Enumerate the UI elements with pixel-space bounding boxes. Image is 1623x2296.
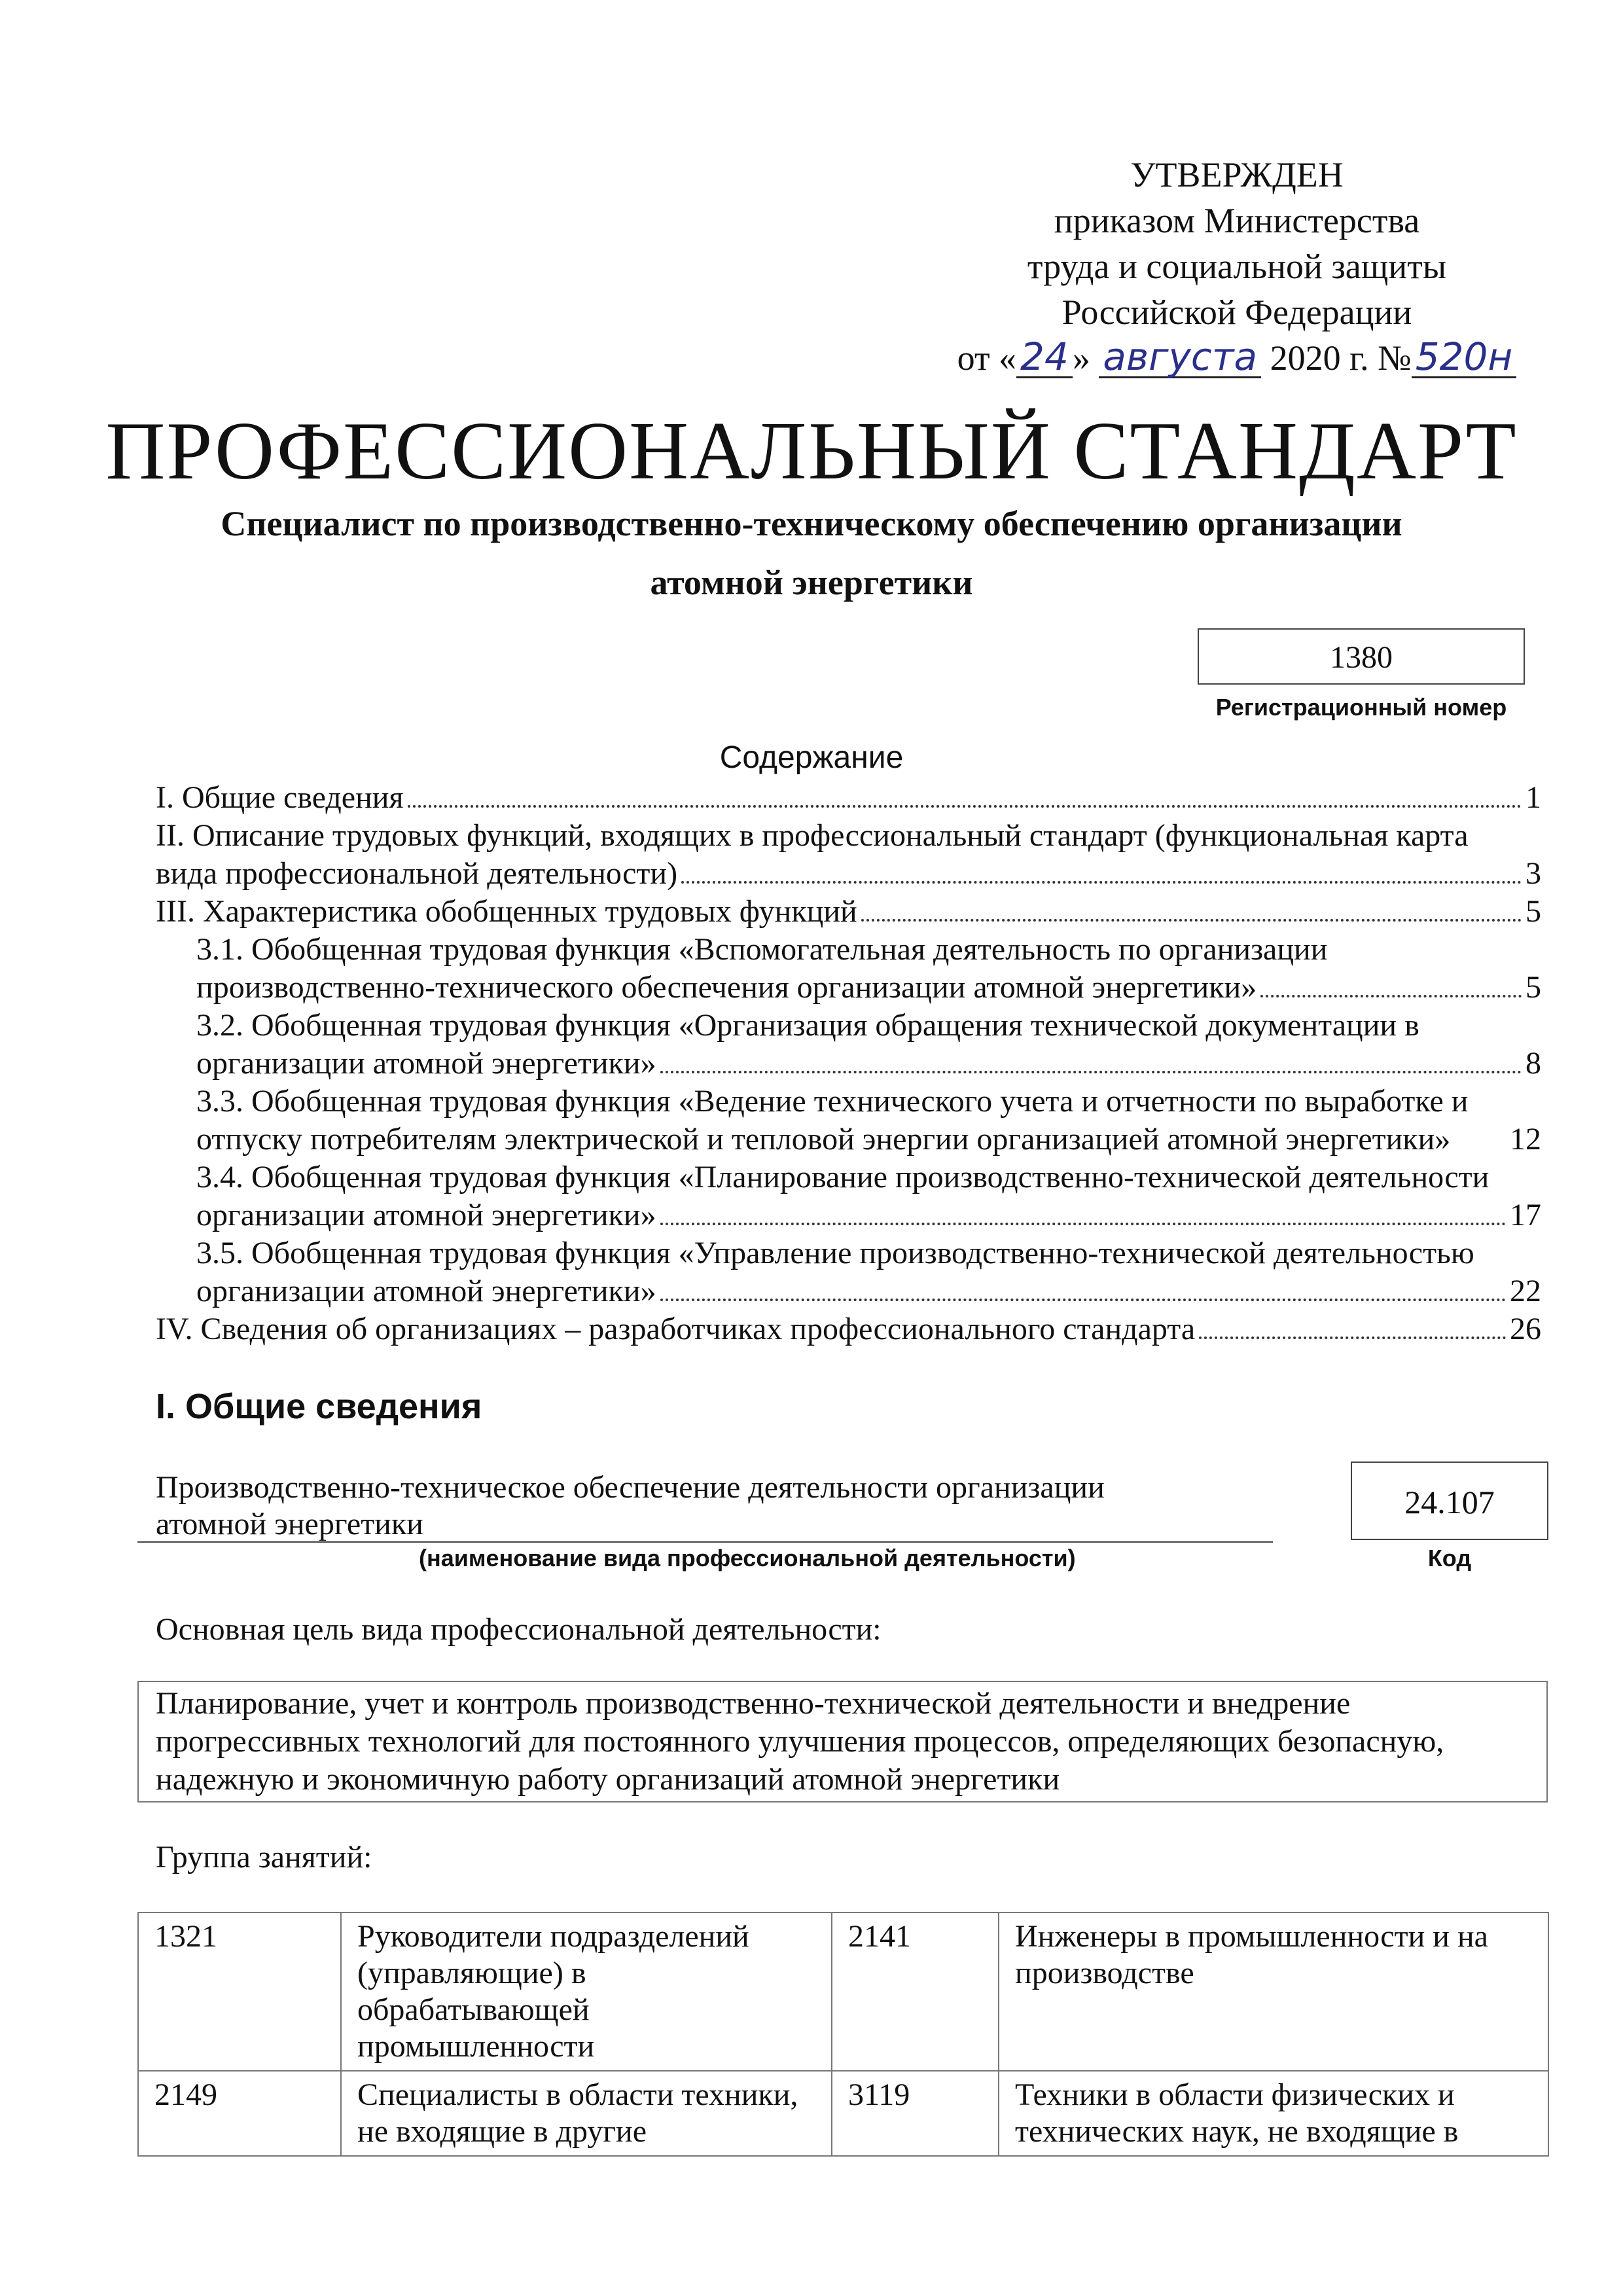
date-prefix: от « (957, 338, 1017, 378)
approval-title: УТВЕРЖДЕН (1130, 155, 1344, 194)
goal-line-2: прогрессивных технологий для постоянного улучшения процессов, определяющих безопасную, (156, 1724, 1444, 1759)
occupation-code: 3119 (832, 2071, 999, 2156)
toc-entry-text: вида профессиональной деятельности) (156, 856, 678, 891)
occupation-name: Специалисты в области техники, не входящие в другие (341, 2071, 832, 2156)
toc-page-number: 1 (1525, 780, 1541, 815)
toc-entry-text: организации атомной энергетики» (196, 1046, 656, 1081)
toc-entry-text: IV. Сведения об организациях – разработчиках профессионального стандарта (156, 1312, 1196, 1346)
toc-leader-dots (1199, 1336, 1506, 1339)
table-of-contents (156, 779, 1541, 1348)
toc-entry-3-5[interactable] (156, 1234, 1541, 1310)
goal-label: Основная цель вида профессиональной деятельности: (156, 1612, 882, 1647)
date-year: 2020 г. № (1270, 338, 1412, 378)
occupation-code: 1321 (138, 1912, 341, 2071)
toc-leader-dots (408, 805, 1522, 808)
occupation-name: Руководители подразделений (управляющие) в обрабатывающей промышленности (341, 1912, 832, 2071)
toc-leader-dots (861, 919, 1522, 922)
toc-page-number: 12 (1510, 1122, 1541, 1157)
document-subtitle (157, 494, 1466, 612)
toc-leader-dots (660, 1223, 1506, 1225)
toc-entry-text: отпуску потребителям электрической и тепловой энергии организацией атомной энергетики» (196, 1122, 1451, 1157)
toc-leader-dots (660, 1299, 1506, 1301)
toc-entry-3-2[interactable] (156, 1007, 1541, 1083)
toc-title: Содержание (719, 740, 904, 775)
activity-underline (137, 1541, 1273, 1543)
activity-name-line-1: Производственно-техническое обеспечение деятельности организации (156, 1470, 1105, 1505)
section-heading: I. Общие сведения (156, 1387, 482, 1426)
toc-entry-3-3[interactable] (156, 1083, 1541, 1158)
toc-entry-text: организации атомной энергетики» (196, 1198, 656, 1232)
toc-page-number: 26 (1510, 1312, 1541, 1346)
table-row (138, 1912, 1548, 2071)
occupation-name: Инженеры в промышленности и на производстве (999, 1912, 1548, 2071)
page-bottom-margin (0, 2179, 1623, 2296)
approval-block (903, 152, 1571, 381)
subtitle-line-1: Специалист по производственно-техническому обеспечению организации (221, 504, 1402, 543)
toc-entry-text: I. Общие сведения (156, 780, 404, 815)
toc-entry-text-first-line: 3.1. Обобщенная трудовая функция «Вспомогательная деятельность по организации (196, 932, 1328, 967)
approval-line-1: приказом Министерства (1054, 201, 1420, 240)
subtitle-line-2: атомной энергетики (650, 563, 973, 602)
toc-entry-text: производственно-технического обеспечения организации атомной энергетики» (196, 970, 1257, 1005)
toc-entry-text-first-line: 3.4. Обобщенная трудовая функция «Планирование производственно-технической деятельности (196, 1160, 1489, 1194)
activity-name-line-2: атомной энергетики (156, 1507, 423, 1541)
handwritten-order-number: 520н (1412, 337, 1517, 378)
toc-entry-3-4[interactable] (156, 1158, 1541, 1234)
toc-page-number: 5 (1525, 970, 1541, 1005)
goal-box (137, 1681, 1548, 1803)
approval-date-line (903, 335, 1571, 381)
handwritten-month: августа (1099, 337, 1261, 378)
approval-line-2: труда и социальной защиты (1027, 247, 1447, 286)
toc-entry-section-1[interactable] (156, 779, 1541, 817)
goal-line-1: Планирование, учет и контроль производственно-технической деятельности и внедрение (156, 1686, 1351, 1721)
occupation-code: 2149 (138, 2071, 341, 2156)
registration-number-box: 1380 (1198, 628, 1525, 685)
toc-entry-text-first-line: 3.3. Обобщенная трудовая функция «Ведение технического учета и отчетности по выработке и (196, 1084, 1469, 1119)
toc-page-number: 22 (1510, 1274, 1541, 1308)
toc-entry-3-1[interactable] (156, 931, 1541, 1007)
approval-line-3: Российской Федерации (1061, 293, 1412, 332)
toc-leader-dots (1260, 995, 1522, 997)
toc-page-number: 3 (1525, 856, 1541, 891)
toc-entry-section-2[interactable] (156, 817, 1541, 893)
date-mid: » (1072, 338, 1090, 378)
toc-leader-dots (660, 1071, 1522, 1073)
toc-page-number: 5 (1525, 894, 1541, 929)
registration-number-label: Регистрационный номер (1215, 694, 1507, 721)
toc-entry-section-3[interactable] (156, 893, 1541, 931)
activity-caption: (наименование вида профессиональной деятельности) (419, 1545, 1076, 1571)
toc-leader-dots (681, 881, 1522, 884)
toc-entry-text-first-line: 3.5. Обобщенная трудовая функция «Управление производственно-технической деятельностью (196, 1236, 1474, 1270)
toc-entry-text: III. Характеристика обобщенных трудовых функций (156, 894, 857, 929)
goal-line-3: надежную и экономичную работу организаций атомной энергетики (156, 1762, 1060, 1797)
occupation-code: 2141 (832, 1912, 999, 2071)
toc-page-number: 8 (1525, 1046, 1541, 1081)
toc-entry-text-first-line: 3.2. Обобщенная трудовая функция «Организация обращения технической документации в (196, 1008, 1419, 1043)
occupation-group-table (137, 1912, 1549, 2157)
toc-page-number: 17 (1510, 1198, 1541, 1232)
toc-entry-text: организации атомной энергетики» (196, 1274, 656, 1308)
toc-entry-text-first-line: II. Описание трудовых функций, входящих в профессиональный стандарт (функциональная карта (156, 818, 1469, 853)
toc-entry-section-4[interactable] (156, 1310, 1541, 1348)
handwritten-day: 24 (1016, 337, 1073, 378)
occupation-name: Техники в области физических и технических наук, не входящие в (999, 2071, 1548, 2156)
activity-name (156, 1469, 1268, 1543)
activity-code-box: 24.107 (1351, 1462, 1548, 1540)
document-title: ПРОФЕССИОНАЛЬНЫЙ СТАНДАРТ (105, 406, 1518, 497)
occupation-group-label: Группа занятий: (156, 1840, 372, 1874)
activity-code-caption: Код (1427, 1545, 1472, 1571)
table-row (138, 2071, 1548, 2156)
